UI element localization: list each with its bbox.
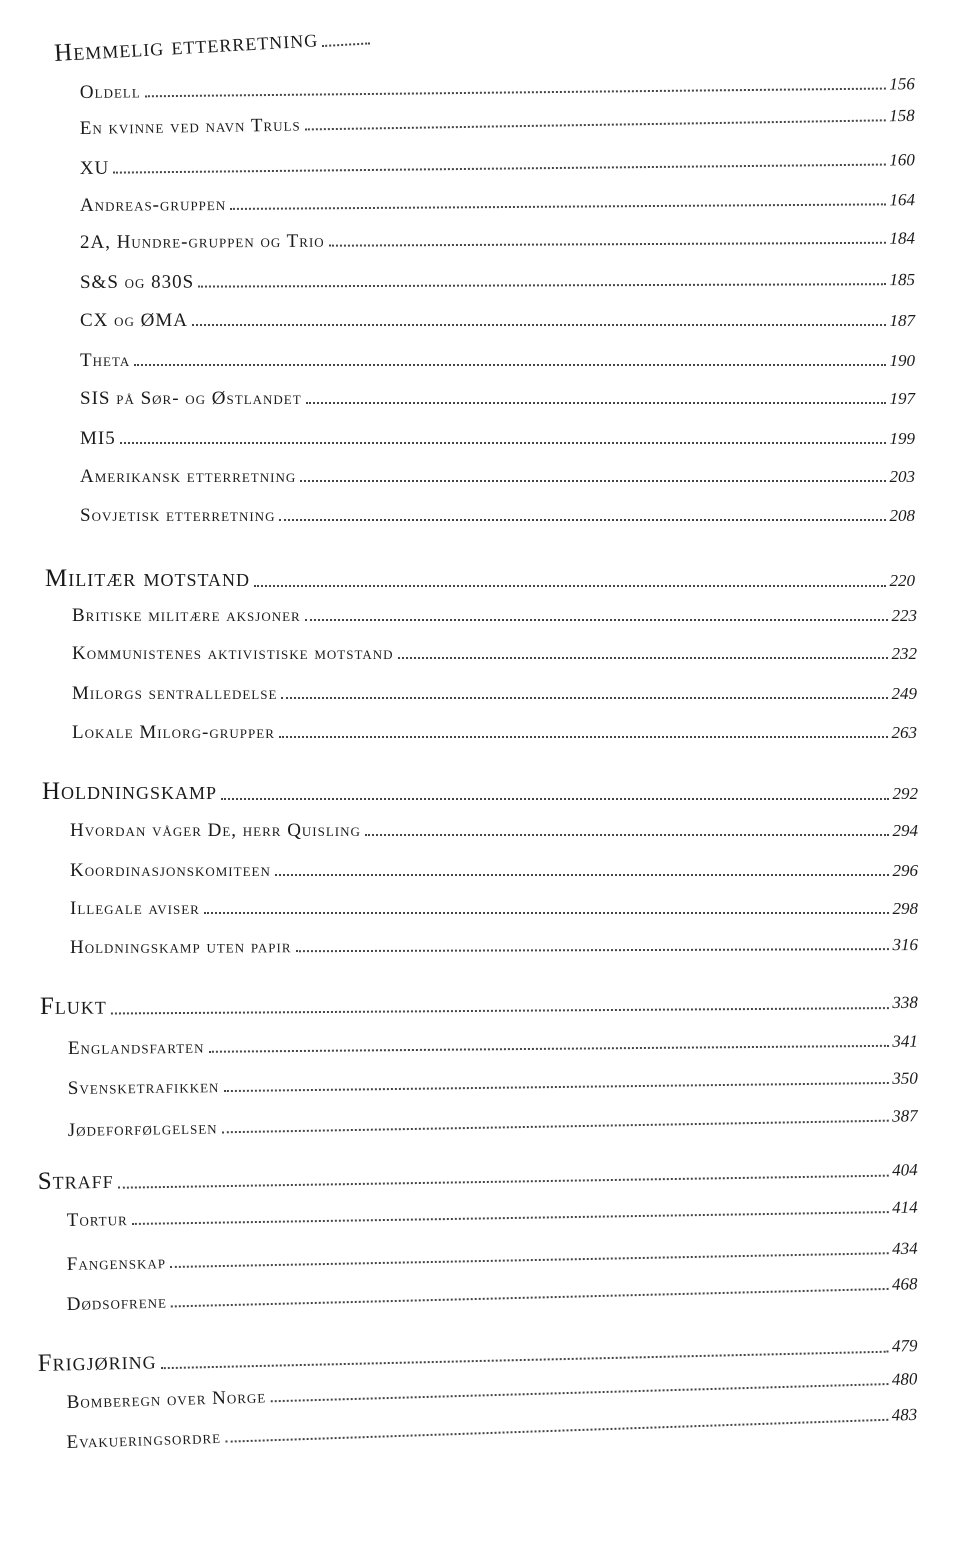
toc-page-number: 338 — [892, 992, 918, 1013]
dot-leader — [170, 1252, 888, 1268]
dot-leader — [198, 283, 885, 287]
toc-entry — [66, 1273, 917, 1316]
toc-entry-title: 2A, Hundre-gruppen og Trio — [79, 230, 325, 254]
toc-page-number: 414 — [892, 1197, 918, 1218]
toc-entry-title: Englandsfarten — [67, 1036, 205, 1059]
toc-page-number: 220 — [889, 571, 915, 590]
toc-entry — [72, 643, 917, 665]
toc-entry — [80, 269, 915, 294]
toc-chapter — [42, 778, 918, 806]
dot-leader — [270, 1383, 888, 1402]
dot-leader — [161, 1351, 888, 1370]
toc-page-number: 164 — [889, 190, 915, 210]
toc-chapter — [45, 565, 915, 593]
toc-page-number: 341 — [892, 1031, 918, 1051]
dot-leader — [204, 912, 889, 914]
toc-entry-title: Sovjetisk etterretning — [80, 505, 276, 526]
toc-entry-title: Koordinasjonskomiteen — [70, 860, 271, 881]
toc-entry — [80, 310, 915, 332]
dot-leader — [365, 834, 889, 836]
toc-chapter — [37, 1330, 917, 1378]
toc-page-number: 480 — [891, 1369, 918, 1389]
toc-page-number: 156 — [889, 74, 915, 94]
toc-chapter — [40, 987, 918, 1021]
toc-page-number: 263 — [891, 723, 917, 742]
toc-entry-title: Amerikansk etterretning — [80, 466, 297, 487]
toc-page-number: 158 — [889, 105, 915, 126]
toc-entry-title: Lokale Milorg-grupper — [72, 722, 275, 743]
toc-entry-title: Andreas-gruppen — [79, 193, 227, 217]
toc-chapter-title: Militær motstand — [45, 565, 251, 592]
dot-leader — [279, 519, 885, 521]
dot-leader — [329, 242, 886, 247]
toc-entry — [70, 898, 918, 920]
toc-page-number: 208 — [889, 506, 915, 525]
dot-leader — [275, 874, 889, 876]
toc-entry — [66, 1404, 917, 1454]
dot-leader — [306, 402, 886, 404]
toc-entry-title: En kvinne ved navn Truls — [79, 114, 301, 140]
toc-entry-title: SIS på Sør- og Østlandet — [80, 388, 302, 409]
toc-entry — [68, 1068, 918, 1100]
toc-entry-title: Theta — [80, 350, 131, 371]
toc-entry — [80, 73, 915, 104]
toc-entry-title: S&S og 830S — [79, 271, 195, 293]
toc-entry — [68, 1105, 918, 1142]
toc-page-number: 298 — [892, 899, 918, 918]
toc-entry — [72, 722, 917, 744]
dot-leader — [281, 697, 887, 699]
toc-chapter — [53, 22, 374, 68]
toc-page-number: 199 — [889, 429, 915, 448]
toc-page-number: 249 — [891, 684, 917, 703]
toc-page-number: 387 — [892, 1106, 918, 1126]
toc-page-number: 468 — [891, 1274, 918, 1294]
toc-entry — [67, 1197, 918, 1232]
toc-entry — [72, 683, 917, 705]
toc-page-number: 294 — [892, 821, 918, 840]
toc-entry — [80, 228, 915, 254]
toc-page-number: 160 — [889, 150, 915, 170]
dot-leader — [208, 1045, 888, 1053]
toc-chapter-title: Frigjøring — [37, 1347, 157, 1378]
toc-entry — [80, 350, 915, 372]
dot-leader — [118, 1175, 888, 1189]
dot-leader — [134, 364, 885, 366]
toc-entry — [80, 466, 915, 488]
toc-entry-title: Bomberegn over Norge — [66, 1386, 267, 1414]
toc-entry — [68, 1031, 918, 1060]
toc-entry-title: Oldell — [79, 81, 141, 104]
toc-page-number: 296 — [892, 861, 918, 880]
toc-entry-title: Svensketrafikken — [67, 1076, 220, 1100]
dot-leader — [230, 203, 885, 210]
toc-entry-title: Fangenskap — [66, 1252, 167, 1276]
toc-chapter — [38, 1154, 918, 1196]
toc-entry — [80, 149, 915, 180]
dot-leader — [279, 736, 888, 738]
dot-leader — [113, 164, 885, 174]
toc-entry-title: Hvordan våger De, herr Quisling — [70, 820, 361, 841]
toc-entry — [72, 605, 917, 627]
toc-entry-title: MI5 — [80, 428, 116, 449]
toc-entry-title: XU — [79, 157, 110, 180]
toc-entry — [80, 428, 915, 450]
dot-leader — [322, 42, 370, 47]
toc-entry-title: Kommunistenes aktivistiske motstand — [72, 643, 394, 664]
toc-page-number: 350 — [892, 1068, 918, 1088]
toc-page-number: 197 — [889, 389, 915, 408]
dot-leader — [305, 619, 888, 621]
toc-page-number: 223 — [891, 606, 917, 625]
toc-page-number: 203 — [889, 467, 915, 486]
dot-leader — [300, 480, 885, 482]
toc-entry-title: Milorgs sentralledelse — [72, 683, 278, 704]
dot-leader — [111, 1007, 889, 1014]
toc-entry — [80, 505, 915, 527]
toc-page-number: 232 — [891, 644, 917, 663]
toc-chapter-title: Hemmelig etterretning — [53, 25, 319, 68]
dot-leader — [132, 1211, 889, 1225]
toc-page-number: 184 — [889, 228, 915, 248]
dot-leader — [145, 88, 886, 98]
toc-entry — [70, 860, 918, 882]
dot-leader — [398, 657, 888, 659]
toc-entry-title: CX og ØMA — [80, 310, 189, 331]
toc-entry — [80, 105, 915, 140]
toc-page-number: 292 — [892, 784, 918, 803]
toc-page-number: 185 — [889, 270, 915, 290]
dot-leader — [296, 948, 889, 952]
toc-entry-title: Tortur — [66, 1209, 128, 1232]
toc-entry-title: Britiske militære aksjoner — [72, 605, 301, 626]
dot-leader — [171, 1288, 888, 1308]
toc-entry-title: Dødsofrene — [66, 1291, 168, 1316]
toc-entry — [80, 388, 915, 410]
toc-entry-title: Holdningskamp uten papir — [69, 936, 292, 958]
toc-entry — [80, 189, 915, 217]
dot-leader — [221, 798, 888, 800]
dot-leader — [305, 119, 886, 130]
toc-entry — [70, 934, 918, 959]
toc-entry — [67, 1238, 918, 1276]
dot-leader — [223, 1082, 888, 1092]
toc-chapter-title: Holdningskamp — [42, 778, 218, 805]
toc-chapter-title: Straff — [37, 1166, 114, 1196]
dot-leader — [254, 585, 885, 587]
dot-leader — [222, 1120, 889, 1134]
toc-entry-title: Evakueringsordre — [66, 1426, 222, 1454]
toc-entry-title: Jødeforfølgelsen — [67, 1117, 218, 1142]
dot-leader — [120, 442, 886, 444]
toc-page-number: 404 — [892, 1160, 918, 1180]
toc-page-number: 187 — [889, 311, 915, 330]
toc-entry — [70, 820, 918, 842]
toc-entry-title: Illegale aviser — [70, 898, 200, 919]
dot-leader — [225, 1419, 888, 1443]
toc-page-number: 316 — [892, 935, 918, 955]
dot-leader — [192, 324, 885, 326]
toc-page-number: 483 — [891, 1404, 918, 1425]
toc-page-number: 479 — [891, 1336, 918, 1356]
toc-page-number: 434 — [891, 1238, 918, 1259]
toc-chapter-title: Flukt — [39, 992, 107, 1020]
toc-page-number: 190 — [889, 351, 915, 370]
